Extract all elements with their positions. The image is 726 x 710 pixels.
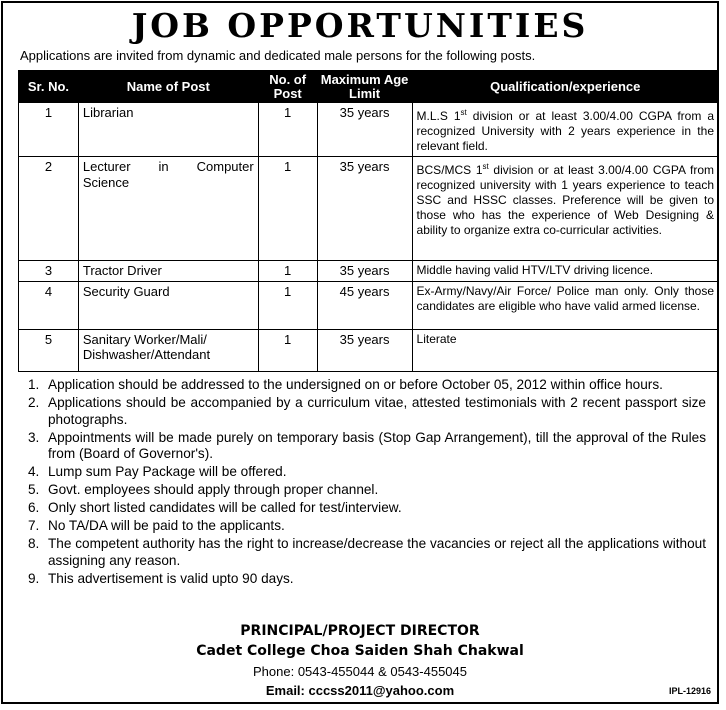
item-text: Applications should be accompanied by a curriculum vitae, attested testimonials with 2 recent passport size photographs. [48,395,706,427]
table-row [19,157,719,261]
cell-age: 45 years [317,281,412,329]
qualification-text: Middle having valid HTV/LTV driving licence. [416,263,654,277]
contact-email: Email: cccss2011@yahoo.com [265,683,455,698]
ad-title: JOB OPPORTUNITIES [131,6,589,45]
list-item [3,500,706,517]
qualification-text: Ex-Army/Navy/Air Force/ Police man only. Only those candidates are eligible who have valid armed license. [416,283,714,313]
header-name-of-post: Name of Post [78,71,258,103]
cell-num: 1 [258,103,317,157]
cell-num: 1 [258,157,317,261]
item-number: 4. [28,464,40,479]
item-text: Application should be addressed to the undersigned on or before October 05, 2012 within office hours. [48,377,663,392]
item-number: 1. [28,377,40,392]
item-number: 6. [28,500,40,515]
list-item [3,464,706,481]
table-row [19,281,719,329]
cell-age: 35 years [317,261,412,282]
institution-name: Cadet College Choa Saiden Shah Chakwal [196,643,524,659]
item-text: Appointments will be made purely on temporary basis (Stop Gap Arrangement), till the approval of the Rules from (Board of Governor's). [48,429,706,461]
item-number: 9. [28,570,40,586]
cell-sr: 4 [19,281,79,329]
cell-post: Librarian [78,103,258,157]
table-row [19,329,719,371]
table-row [19,261,719,282]
cell-post: Sanitary Worker/Mali/ Dishwasher/Attendant [78,329,258,371]
cell-post: Security Guard [78,281,258,329]
intro-text: Applications are invited from dynamic and dedicated male persons for the following posts. [20,48,536,63]
cell-age: 35 years [317,103,412,157]
list-item [3,571,706,588]
item-number: 5. [28,482,40,497]
contact-phone: Phone: 0543-455044 & 0543-455045 [253,664,467,679]
terms-list [3,377,706,589]
qualification-text: M.L.S 1st division or at least 3.00/4.00 CGPA from a recognized University with 2 years experience in the relevant field. [416,108,715,153]
header-sr-no: Sr. No. [19,71,79,103]
signatory-designation: PRINCIPAL/PROJECT DIRECTOR [240,623,480,639]
item-number: 8. [28,536,40,551]
item-text: This advertisement is valid upto 90 days. [48,570,294,586]
qualification-text: BCS/MCS 1st division or at least 3.00/4.00 CGPA from recognized university with 1 years experience to teach SSC and HSSC classes. Preference will be given to those who has the experience of Web Designing & ability to organize extra co-curricular activities. [416,162,714,237]
item-number: 3. [28,429,40,445]
item-text: No TA/DA will be paid to the applicants. [48,518,285,533]
list-item [3,377,706,394]
cell-num: 1 [258,281,317,329]
item-text: Lump sum Pay Package will be offered. [48,464,287,479]
posts-table [18,70,719,372]
cell-qualification [412,329,718,371]
qualification-text: Literate [416,331,457,346]
item-number: 2. [28,395,40,410]
cell-sr: 2 [19,157,79,261]
cell-qualification [412,157,718,261]
list-item [3,482,706,499]
cell-num: 1 [258,261,317,282]
cell-qualification [412,103,718,157]
header-no-of-post: No. of Post [258,71,317,103]
reference-code: IPL-12916 [668,686,711,696]
table-row [19,103,719,157]
cell-sr: 1 [19,103,79,157]
table-header-row [19,71,719,103]
cell-sr: 5 [19,329,79,371]
list-item [3,395,706,428]
cell-post: Tractor Driver [78,261,258,282]
list-item [3,518,706,535]
item-text: The competent authority has the right to increase/decrease the vacancies or reject all the applications without assigning any reason. [48,536,706,568]
item-text: Only short listed candidates will be called for test/interview. [48,500,402,515]
cell-sr: 3 [19,261,79,282]
cell-qualification [412,281,718,329]
cell-age: 35 years [317,329,412,371]
item-text: Govt. employees should apply through proper channel. [48,482,379,497]
cell-age: 35 years [317,157,412,261]
cell-num: 1 [258,329,317,371]
job-advertisement [1,1,719,704]
cell-qualification [412,261,718,282]
header-max-age: Maximum Age Limit [317,71,412,103]
list-item [3,536,706,569]
item-number: 7. [28,518,40,533]
cell-post: Lecturer in Computer Science [78,157,258,261]
header-qualification: Qualification/experience [412,71,718,103]
list-item [3,430,706,463]
